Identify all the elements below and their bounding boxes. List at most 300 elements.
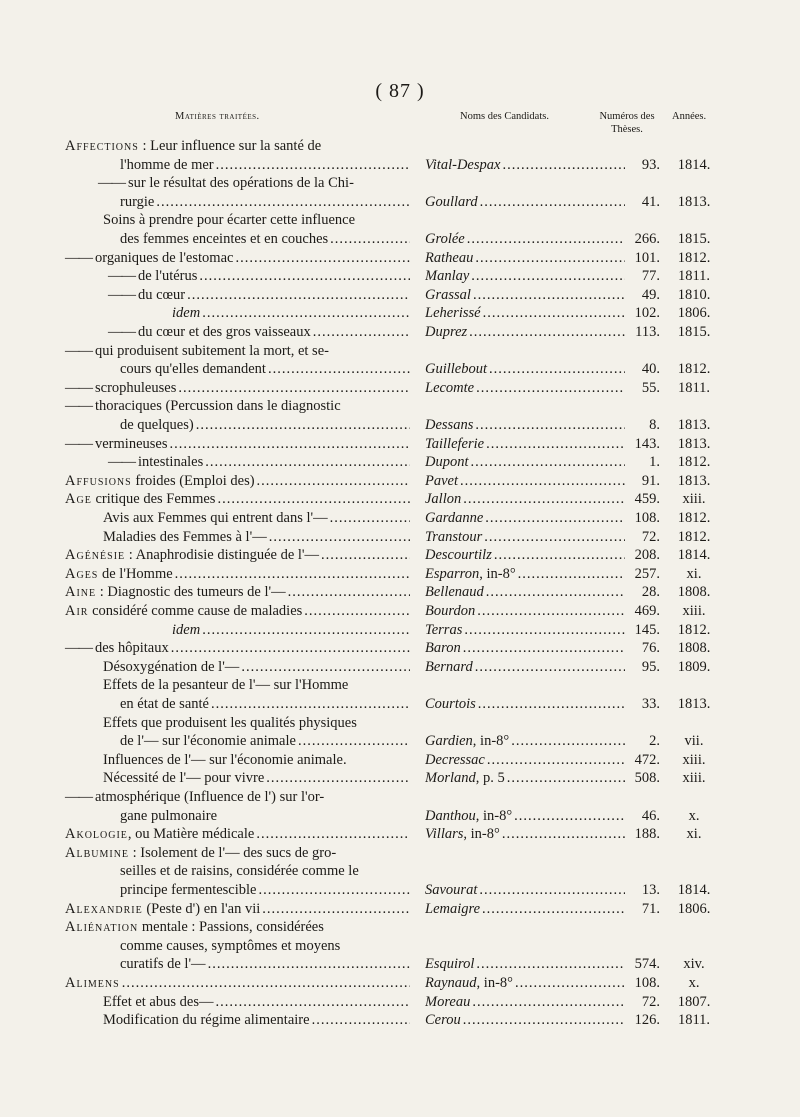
subject-text — [103, 509, 410, 528]
index-line — [0, 769, 800, 788]
candidate-label: Raynaud — [425, 975, 477, 991]
dot-leader — [328, 509, 410, 528]
dot-leader — [509, 732, 625, 751]
subject-text — [120, 193, 410, 212]
candidate-label: Vital-Despax — [425, 156, 501, 173]
thesis-number: 49. — [641, 286, 660, 303]
continuation-dash: —— — [65, 435, 92, 452]
thesis-number: 95. — [641, 658, 660, 675]
subject-label — [65, 546, 319, 565]
candidate-name — [425, 323, 625, 342]
subject-label — [138, 453, 203, 472]
subject-label — [138, 286, 185, 305]
index-line — [0, 435, 800, 454]
candidate-name — [425, 435, 625, 454]
candidate-label: Dupont — [425, 454, 469, 471]
dot-leader — [462, 621, 625, 640]
thesis-year: xi. — [686, 826, 702, 843]
thesis-year: 1814. — [677, 547, 711, 564]
candidate-name — [425, 193, 625, 212]
index-line — [0, 676, 800, 695]
thesis-year: 1806. — [677, 305, 711, 322]
dot-leader — [469, 267, 625, 286]
subject-text — [65, 825, 410, 844]
thesis-number: 2. — [649, 733, 660, 750]
subject-text — [138, 453, 410, 472]
dot-leader — [233, 249, 410, 268]
subject-body: idem — [172, 305, 201, 322]
dot-leader — [458, 472, 625, 491]
thesis-year: 1815. — [677, 324, 711, 340]
subject-body: l'homme de mer — [120, 156, 214, 173]
thesis-year: 1810. — [677, 286, 711, 303]
index-line — [0, 658, 800, 677]
candidate-label: Villars — [425, 826, 464, 843]
dot-leader — [311, 323, 410, 342]
index-line — [0, 937, 800, 956]
subject-text — [120, 862, 410, 881]
subject-body: des hôpitaux — [95, 640, 169, 657]
subject-body: organiques de l'estomac — [95, 249, 234, 266]
subject-label — [103, 676, 348, 695]
thesis-number: 46. — [641, 807, 660, 824]
index-line — [0, 955, 800, 974]
subject-label — [103, 714, 357, 733]
candidate-name — [425, 546, 625, 565]
subject-body: de l'— sur l'économie animale — [120, 733, 296, 750]
thesis-number: 91. — [641, 472, 660, 489]
dot-leader — [120, 974, 410, 993]
candidate-name — [425, 769, 625, 788]
subject-body: Soins à prendre pour écarter cette influence — [103, 212, 356, 229]
thesis-year: x. — [688, 807, 700, 824]
subject-label — [120, 881, 256, 900]
candidate-label: Bellenaud — [425, 584, 484, 601]
dot-leader — [461, 1011, 625, 1030]
candidate-label: Bernard — [425, 658, 473, 675]
subject-text — [95, 397, 410, 416]
dot-leader — [203, 453, 410, 472]
continuation-dash: —— — [108, 324, 135, 340]
subject-text — [103, 769, 410, 788]
subject-body: mentale : Passions, considérées — [138, 919, 324, 936]
index-line — [0, 304, 800, 323]
candidate-label: Goullard — [425, 193, 478, 210]
subject-text — [120, 695, 410, 714]
continuation-dash: —— — [108, 286, 135, 303]
candidate-name — [425, 565, 625, 584]
subject-label — [103, 658, 239, 677]
subject-text — [103, 211, 410, 230]
thesis-number: 508. — [634, 770, 660, 787]
dot-leader — [296, 732, 410, 751]
thesis-year: 1813. — [677, 435, 711, 452]
subject-body: : Diagnostic des tumeurs de l'— — [96, 584, 286, 601]
candidate-name — [425, 695, 625, 714]
subject-label — [65, 472, 255, 491]
format-note: , in-8° — [479, 565, 516, 582]
continuation-dash: —— — [108, 268, 135, 285]
dot-leader — [319, 546, 410, 565]
subject-headword: Affections — [65, 138, 139, 154]
index-line — [0, 807, 800, 826]
thesis-number: 266. — [634, 231, 660, 247]
subject-headword: Ages — [65, 565, 99, 582]
subject-label — [65, 602, 302, 621]
thesis-year: vii. — [684, 733, 704, 750]
dot-leader — [173, 565, 410, 584]
index-line — [0, 174, 800, 193]
subject-text — [138, 267, 410, 286]
dot-leader — [480, 900, 625, 919]
index-line — [0, 751, 800, 770]
dot-leader — [484, 583, 625, 602]
dot-leader — [154, 193, 410, 212]
candidate-label: Manlay — [425, 268, 470, 285]
subject-label — [65, 490, 215, 509]
candidate-label: Courtois — [425, 696, 476, 712]
thesis-number: 72. — [641, 528, 660, 545]
thesis-number: 113. — [635, 324, 660, 340]
candidate-label: Pavet — [425, 472, 459, 489]
index-line — [0, 416, 800, 435]
subject-text — [138, 286, 410, 305]
index-line — [0, 397, 800, 416]
dot-leader — [254, 825, 410, 844]
format-note: , in-8° — [475, 807, 513, 824]
index-line — [0, 156, 800, 175]
subject-text — [103, 993, 410, 1012]
dot-leader — [469, 453, 626, 472]
dot-leader — [478, 193, 625, 212]
thesis-number: 41. — [641, 193, 660, 210]
candidate-label: Leherissé — [425, 305, 481, 322]
column-header-noms: Noms des Candidats. — [460, 111, 549, 122]
subject-label — [120, 416, 194, 435]
continuation-dash: —— — [65, 398, 92, 415]
subject-text — [120, 955, 410, 974]
candidate-label: Morland — [425, 770, 476, 787]
subject-body: Influences de l'— sur l'économie animale. — [103, 751, 347, 768]
candidate-label: Jallon — [425, 491, 462, 508]
dot-leader — [197, 267, 410, 286]
thesis-year: 1806. — [677, 900, 711, 917]
subject-label — [120, 360, 266, 379]
subject-label — [120, 955, 206, 974]
thesis-number: 188. — [634, 826, 660, 843]
subject-body: atmosphérique (Influence de l') sur l'or- — [95, 789, 325, 805]
subject-label — [120, 732, 296, 751]
thesis-year: 1807. — [677, 993, 711, 1010]
thesis-year: 1812. — [677, 249, 711, 266]
subject-text — [120, 937, 410, 956]
subject-body: idem — [172, 621, 201, 638]
index-line — [0, 602, 800, 621]
index-line — [0, 900, 800, 919]
subject-text — [172, 304, 410, 323]
subject-label — [95, 639, 169, 658]
subject-label — [103, 751, 347, 770]
thesis-number: 28. — [641, 584, 660, 601]
thesis-year: 1814. — [677, 882, 711, 898]
dot-leader — [264, 769, 410, 788]
subject-text — [103, 1011, 410, 1030]
candidate-label: Dessans — [425, 417, 474, 433]
candidate-name — [425, 249, 625, 268]
candidate-label: Bourdon — [425, 603, 476, 619]
page-number: ( 87 ) — [375, 80, 425, 102]
candidate-name — [425, 751, 625, 770]
subject-body: Maladies des Femmes à l'— — [103, 528, 267, 545]
candidate-name — [425, 621, 625, 640]
subject-body: : Leur influence sur la santé de — [138, 138, 322, 154]
candidate-label: Ratheau — [425, 249, 474, 266]
subject-headword: Albumine — [65, 844, 130, 861]
format-note: , in-8° — [476, 975, 513, 991]
subject-label — [120, 156, 214, 175]
index-line — [0, 528, 800, 547]
dot-leader — [461, 639, 625, 658]
subject-label — [120, 695, 209, 714]
thesis-year: 1813. — [677, 696, 711, 712]
index-line — [0, 639, 800, 658]
subject-text — [65, 918, 410, 937]
subject-text — [95, 379, 410, 398]
continuation-dash: —— — [108, 454, 135, 471]
thesis-year: 1811. — [677, 268, 711, 285]
subject-label — [103, 509, 328, 528]
continuation-dash: —— — [65, 640, 92, 657]
index-line — [0, 732, 800, 751]
thesis-year: xi. — [686, 565, 702, 582]
subject-body: : Anaphrodisie distinguée de l'— — [125, 547, 320, 564]
index-line — [0, 788, 800, 807]
dot-leader — [214, 156, 410, 175]
candidate-label: Esparron — [425, 565, 480, 582]
subject-headword: Age — [65, 491, 92, 508]
index-line — [0, 249, 800, 268]
index-line — [0, 881, 800, 900]
subject-text — [95, 342, 410, 361]
thesis-number: 40. — [641, 361, 660, 378]
subject-body: Désoxygénation de l'— — [103, 658, 240, 675]
subject-text — [120, 156, 410, 175]
thesis-number: 145. — [634, 621, 660, 638]
dot-leader — [169, 639, 410, 658]
candidate-label: Grolée — [425, 231, 465, 247]
thesis-number: 208. — [634, 547, 660, 564]
subject-text — [103, 676, 410, 695]
thesis-number: 143. — [634, 435, 660, 452]
thesis-year: xiii. — [682, 751, 706, 768]
subject-label — [95, 397, 341, 416]
index-line — [0, 267, 800, 286]
candidate-name — [425, 993, 625, 1012]
subject-body: (Peste d') en l'an vii — [142, 900, 261, 917]
candidate-name — [425, 881, 625, 900]
thesis-number: 574. — [634, 956, 660, 973]
candidate-label: Moreau — [425, 993, 471, 1010]
dot-leader — [209, 695, 410, 714]
subject-label — [65, 900, 260, 919]
dot-leader — [286, 583, 410, 602]
index-line — [0, 844, 800, 863]
subject-label — [138, 323, 311, 342]
subject-label — [103, 528, 267, 547]
dot-leader — [200, 304, 410, 323]
subject-label — [65, 137, 321, 156]
candidate-label: Gardien — [425, 733, 473, 750]
subject-text — [95, 435, 410, 454]
subject-label — [95, 788, 324, 807]
candidate-name — [425, 658, 625, 677]
subject-body: Effets de la pesanteur de l'— sur l'Homme — [103, 677, 349, 694]
thesis-year: 1813. — [677, 193, 711, 210]
column-header-annees: Années. — [672, 111, 707, 122]
dot-leader — [239, 658, 410, 677]
thesis-number: 71. — [641, 900, 660, 917]
subject-label — [120, 193, 154, 212]
thesis-year: 1809. — [677, 658, 711, 675]
index-line — [0, 379, 800, 398]
subject-body: froides (Emploi des) — [131, 472, 255, 489]
thesis-year: xiii. — [682, 770, 706, 787]
candidate-name — [425, 807, 625, 826]
subject-text — [65, 565, 410, 584]
subject-body: Avis aux Femmes qui entrent dans l'— — [103, 510, 328, 526]
subject-text — [65, 472, 410, 491]
index-line — [0, 583, 800, 602]
subject-headword: Affusions — [65, 472, 132, 489]
dot-leader — [302, 602, 410, 621]
subject-body: considéré comme cause de maladies — [88, 603, 303, 619]
subject-text — [65, 546, 410, 565]
subject-label — [95, 435, 167, 454]
candidate-label: Baron — [425, 640, 461, 657]
subject-text — [103, 528, 410, 547]
index-line — [0, 974, 800, 993]
dot-leader — [473, 658, 625, 677]
subject-body: du cœur et des gros vaisseaux — [138, 324, 311, 340]
dot-leader — [500, 156, 625, 175]
subject-label — [95, 342, 329, 361]
dot-leader — [167, 435, 410, 454]
candidate-name — [425, 360, 625, 379]
subject-text — [65, 900, 410, 919]
subject-label — [65, 974, 120, 993]
dot-leader — [483, 509, 625, 528]
candidate-name — [425, 1011, 625, 1030]
subject-body: des femmes enceintes et en couches — [120, 231, 329, 247]
candidate-name — [425, 732, 625, 751]
index-line — [0, 546, 800, 565]
candidate-name — [425, 583, 625, 602]
dot-leader — [492, 546, 625, 565]
candidate-label: Guillebout — [425, 361, 488, 378]
candidate-name — [425, 230, 625, 249]
dot-leader — [461, 490, 625, 509]
subject-text — [103, 714, 410, 733]
subject-label — [120, 230, 328, 249]
dot-leader — [473, 416, 625, 435]
dot-leader — [255, 472, 410, 491]
subject-text — [65, 583, 410, 602]
subject-body: vermineuses — [95, 435, 168, 452]
index-line — [0, 342, 800, 361]
dot-leader — [213, 993, 410, 1012]
subject-label — [103, 769, 264, 788]
thesis-number: 459. — [634, 491, 660, 508]
subject-text — [138, 323, 410, 342]
candidate-name — [425, 267, 625, 286]
continuation-dash: —— — [65, 342, 92, 359]
candidate-name — [425, 490, 625, 509]
thesis-number: 55. — [641, 379, 660, 396]
dot-leader — [465, 230, 625, 249]
subject-body: principe fermentescible — [120, 882, 257, 898]
subject-headword: Agénésie — [65, 547, 126, 564]
dot-leader — [256, 881, 410, 900]
format-note: , in-8° — [463, 826, 500, 843]
continuation-dash: —— — [65, 249, 92, 266]
index-line — [0, 695, 800, 714]
candidate-label: Grassal — [425, 286, 471, 303]
candidate-name — [425, 955, 625, 974]
subject-body: seilles et de raisins, considérée comme le — [120, 863, 359, 880]
dot-leader — [473, 249, 625, 268]
subject-text — [65, 844, 410, 863]
subject-body: sur le résultat des opérations de la Chi- — [128, 175, 354, 192]
candidate-name — [425, 509, 625, 528]
index-line — [0, 714, 800, 733]
thesis-number: 76. — [641, 640, 660, 657]
subject-headword: Alexandrie — [65, 900, 143, 917]
subject-headword: Aine — [65, 584, 97, 601]
thesis-number: 1. — [649, 454, 660, 471]
subject-body: Effet et abus des— — [103, 993, 214, 1010]
subject-text — [120, 360, 410, 379]
continuation-dash: —— — [98, 175, 125, 192]
subject-label — [103, 1011, 310, 1030]
candidate-name — [425, 416, 625, 435]
thesis-year: 1812. — [677, 621, 711, 638]
thesis-number: 101. — [634, 249, 660, 266]
subject-body: scrophuleuses — [95, 379, 177, 396]
subject-text — [65, 137, 410, 156]
subject-body: , ou Matière médicale — [127, 826, 255, 843]
candidate-label: Lecomte — [425, 379, 475, 396]
subject-label — [128, 174, 354, 193]
thesis-year: xiv. — [683, 956, 705, 973]
format-note: , in-8° — [472, 733, 510, 750]
subject-body: du cœur — [138, 286, 186, 303]
candidate-name — [425, 304, 625, 323]
thesis-year: xiii. — [682, 491, 706, 508]
subject-label — [95, 379, 176, 398]
subject-body: de l'Homme — [98, 565, 173, 582]
subject-label — [138, 267, 197, 286]
subject-text — [65, 490, 410, 509]
candidate-label: Danthou — [425, 807, 476, 824]
subject-body: Effets que produisent les qualités physiques — [103, 714, 357, 731]
candidate-name — [425, 528, 625, 547]
dot-leader — [513, 974, 625, 993]
index-line — [0, 137, 800, 156]
thesis-number: 257. — [634, 565, 660, 582]
subject-text — [128, 174, 410, 193]
thesis-number: 93. — [641, 156, 660, 173]
dot-leader — [267, 528, 410, 547]
